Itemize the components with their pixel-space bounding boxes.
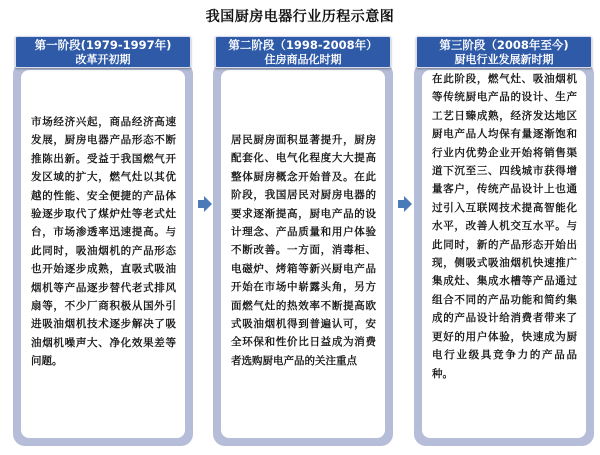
stage-description: 在此阶段，燃气灶、吸油烟机等传统厨电产品的设计、生产工艺日臻成熟，经济发达地区厨电产品人均保有量逐渐饱和行业内优势企业开始将销售渠道下沉至三、四线城市获得增量客户，传统产品设计上也通过引入互联网技术提高智能化水平，改善人机交互水平。与此同时，新的产品形态开始出现，侧吸式吸油烟机快速推广集成灶、集成水槽等产品通过组合不同的产品功能和简约集成的产品设计给消费者带来了更好的用户体验，快速成为厨电行业级具竞争力的产品品种。 — [432, 73, 577, 380]
stage-header — [15, 36, 191, 68]
stage-title: 第三阶段（2008年至今) — [439, 38, 569, 52]
stage-description: 居民厨房面积显著提升，厨房配套化、电气化程度大大提高整体厨房概念开始普及。在此阶段，我国居民对厨房电器的要求逐渐提高，厨电产品的设计理念、产品质量和用户体验不断改善。一方面，消毒柜、电磁炉、烤箱等新兴厨电产品开始在市场中崭露头角，另方面燃气灶的热效率不断提高欧式吸油烟机得到普遍认可，安全环保和性价比日益成为消费者选购厨电产品的关注重点 — [231, 134, 376, 367]
stage-panel-1 — [13, 36, 193, 446]
stage-header — [416, 36, 592, 68]
stage-panel-frame — [213, 62, 393, 446]
stage-title: 第二阶段（1998-2008年） — [228, 38, 378, 52]
stage-panel-frame — [13, 62, 193, 446]
stage-subtitle: 住房商品化时期 — [264, 53, 342, 66]
stage-subtitle: 厨电行业发展新时期 — [454, 53, 554, 66]
stage-panel-3 — [414, 36, 594, 446]
stage-panel-content — [221, 70, 385, 438]
arrow-right-icon — [198, 196, 212, 212]
stage-title: 第一阶段(1979-1997年) — [34, 38, 172, 52]
stage-panel-content — [422, 70, 586, 438]
page-title: 我国厨房电器行业历程示意图 — [205, 9, 395, 25]
stage-description: 市场经济兴起，商品经济高速发展，厨房电器产品形态不断推陈出新。受益于我国燃气开发区域的扩大，燃气灶以其优越的性能、安全便捷的产品体验逐步取代了煤炉灶等老式灶台，市场渗透率迅速提高。与此同时，吸油烟机的产品形态也开始逐步成熟，直吸式吸油烟机等产品逐步替代老式排风扇等，不少厂商积极从国外引进吸油烟机技术逐步解决了吸油烟机噪声大、净化效果差等问题。 — [31, 116, 176, 368]
stage-subtitle: 改革开初期 — [75, 53, 131, 66]
arrow-right-icon — [398, 196, 412, 212]
stage-panel-content — [21, 70, 185, 438]
stage-header — [215, 36, 391, 68]
stage-panel-2 — [213, 36, 393, 446]
stage-panel-frame — [414, 62, 594, 446]
